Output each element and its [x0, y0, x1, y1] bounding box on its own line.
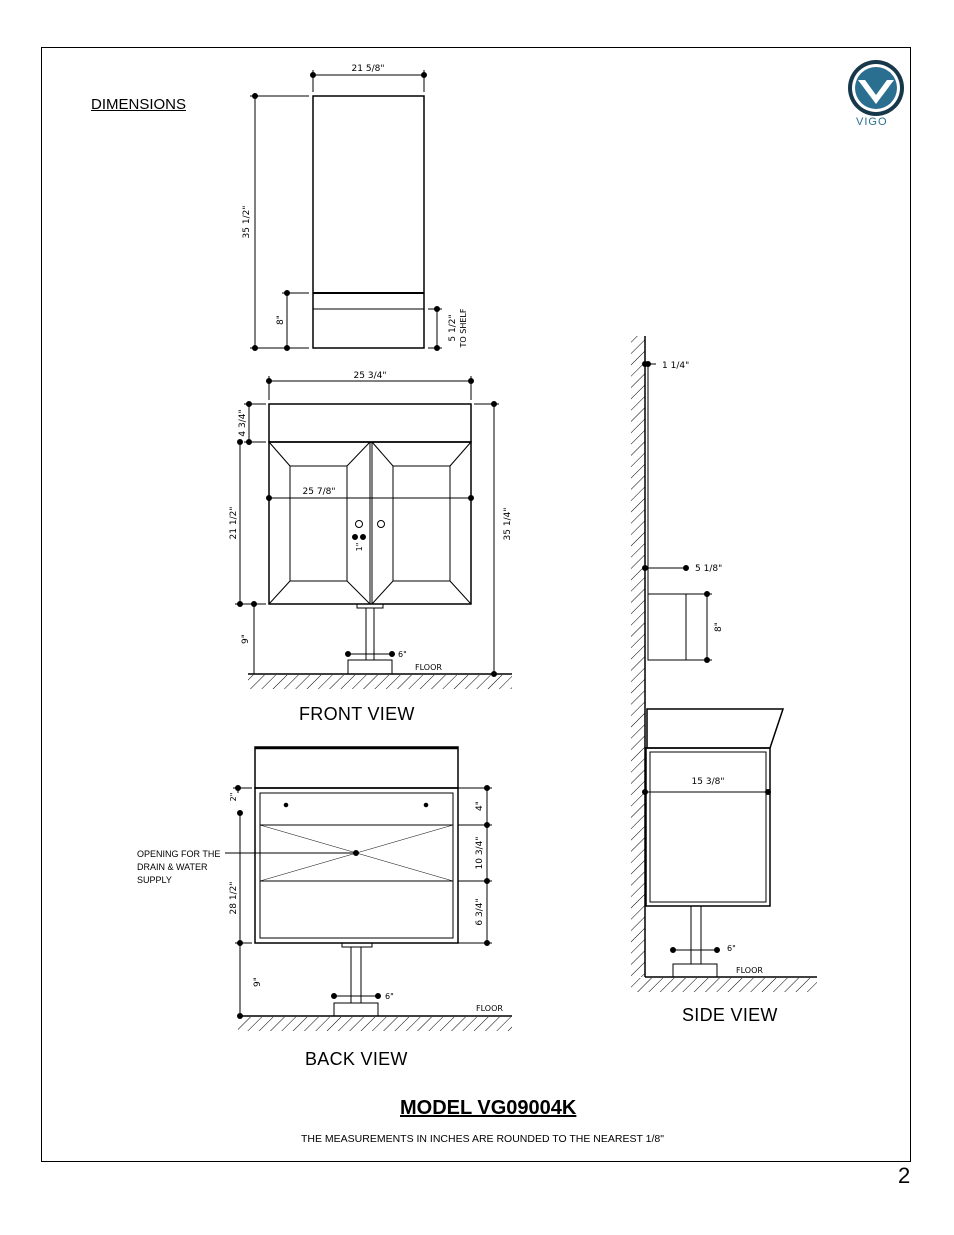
vigo-brand-text: VIGO — [856, 116, 888, 128]
front-total-height-label: 35 1/4" — [503, 507, 513, 541]
vigo-logo — [848, 60, 904, 116]
mirror-width-label: 21 5/8" — [351, 64, 385, 74]
side-view-caption: SIDE VIEW — [682, 1005, 778, 1025]
front-knob-label: 1" — [355, 542, 364, 552]
back-floor-label: FLOOR — [476, 1004, 503, 1013]
side-floor-hatch — [631, 978, 817, 992]
back-opening-height-label: 10 3/4" — [475, 836, 485, 870]
front-top-height-label: 4 3/4" — [238, 409, 248, 437]
front-cabinet-height-label: 21 1/2" — [229, 506, 239, 540]
front-view — [235, 376, 512, 677]
mirror-to-shelf-note: TO SHELF — [459, 308, 468, 348]
side-shelf-depth-label: 5 1/8" — [695, 564, 723, 574]
side-cabinet-depth-label: 15 3/8" — [691, 777, 725, 787]
drain-opening-note: OPENING FOR THE DRAIN & WATER SUPPLY — [137, 849, 221, 885]
back-lower-height-label: 6 3/4" — [475, 898, 485, 926]
front-floor-label: FLOOR — [415, 663, 442, 672]
page-number: 2 — [898, 1163, 911, 1188]
mirror-shelf-label: 8" — [276, 315, 286, 325]
side-wall-hatch — [631, 336, 645, 977]
side-floor-label: FLOOR — [736, 966, 763, 975]
mirror-view — [250, 70, 442, 351]
rounding-note: THE MEASUREMENTS IN INCHES ARE ROUNDED TO THE NEAREST 1/8" — [301, 1133, 664, 1145]
back-dim-4-label: 4" — [475, 801, 485, 811]
side-mirror-depth-label: 1 1/4" — [662, 361, 690, 371]
back-top-gap-label: 2" — [229, 792, 238, 802]
dimensions-heading: DIMENSIONS — [91, 96, 187, 113]
side-shelf-height-label: 8" — [714, 622, 724, 632]
front-floor-hatch — [248, 675, 512, 689]
mirror-height-label: 35 1/2" — [242, 205, 252, 239]
back-leg-height-label: 9" — [253, 977, 263, 987]
back-floor-hatch — [238, 1017, 512, 1031]
model-title: MODEL VG09004K — [400, 1097, 577, 1119]
mirror-to-shelf-label: 5 1/2" — [448, 314, 458, 342]
back-cabinet-height-label: 28 1/2" — [229, 881, 239, 915]
back-view-caption: BACK VIEW — [305, 1049, 408, 1069]
side-leg-width-label: 6" — [727, 944, 736, 953]
back-view — [225, 747, 512, 1019]
front-width-label: 25 3/4" — [353, 371, 387, 381]
side-view — [643, 336, 818, 977]
front-leg-height-label: 9" — [241, 634, 251, 644]
front-door-width-label: 25 7/8" — [302, 487, 336, 497]
front-view-caption: FRONT VIEW — [299, 704, 415, 724]
front-leg-width-label: 6" — [398, 650, 407, 659]
back-leg-width-label: 6" — [385, 992, 394, 1001]
